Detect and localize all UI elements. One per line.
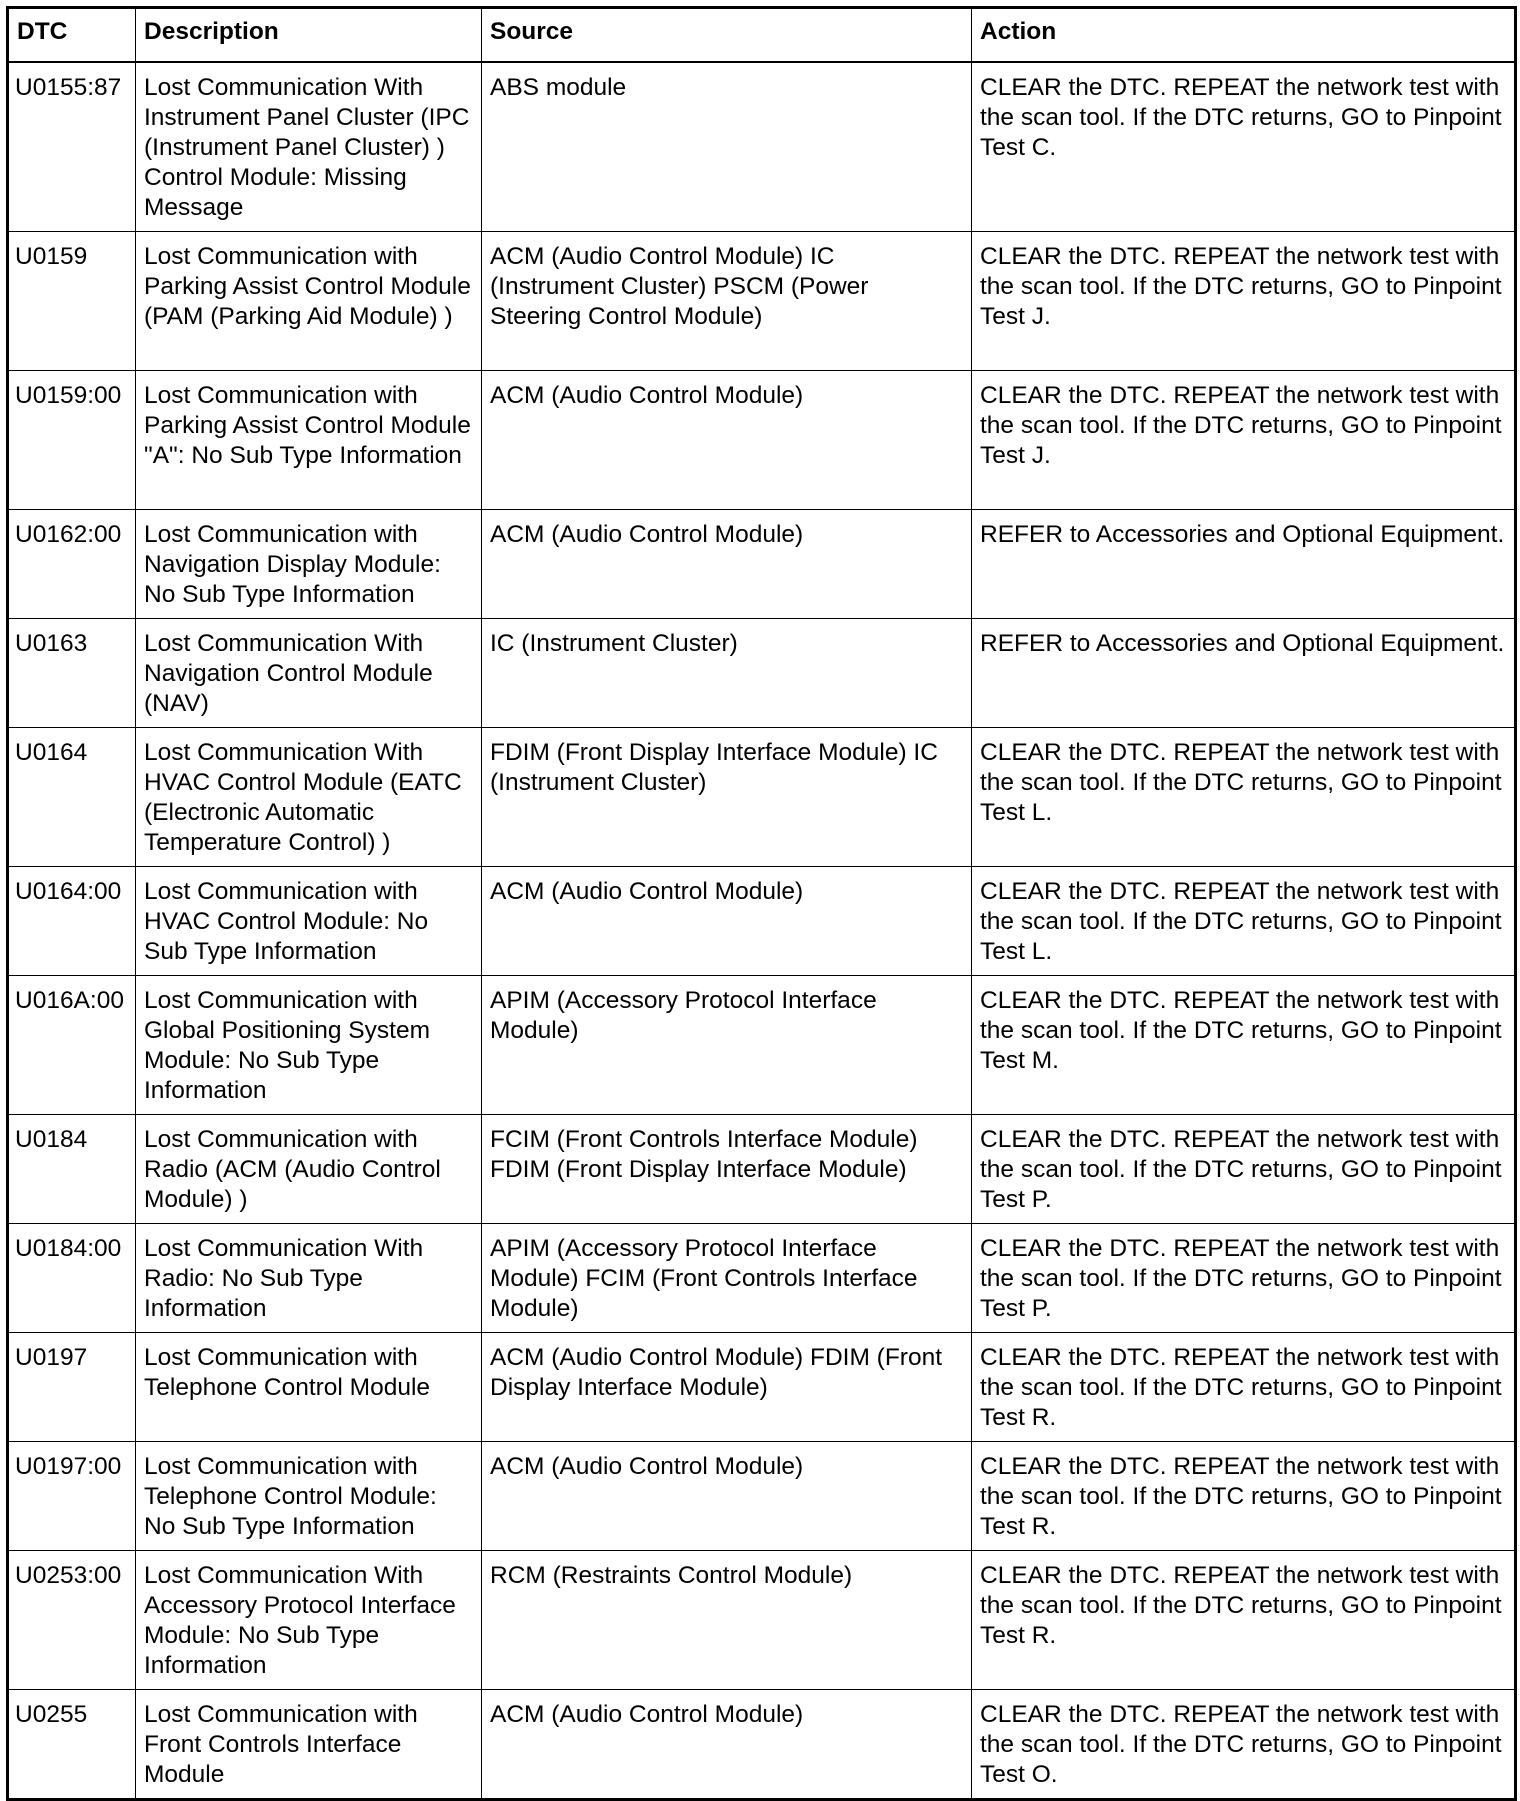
description-cell: Lost Communication with Telephone Control Module [136,1333,482,1442]
description-cell: Lost Communication with Front Controls Interface Module [136,1690,482,1800]
table-row [8,1442,1516,1551]
dtc-cell: U0159:00 [8,371,136,510]
dtc-cell: U0155:87 [8,62,136,232]
source-cell: ACM (Audio Control Module) FDIM (Front Display Interface Module) [482,1333,972,1442]
source-cell: APIM (Accessory Protocol Interface Module) [482,976,972,1115]
description-cell: Lost Communication with Parking Assist Control Module "A": No Sub Type Information [136,371,482,510]
dtc-table [6,6,1517,1801]
table-row [8,510,1516,619]
description-cell: Lost Communication with Global Positioning System Module: No Sub Type Information [136,976,482,1115]
table-row [8,867,1516,976]
header-description: Description [136,8,482,63]
description-cell: Lost Communication With Instrument Panel Cluster (IPC (Instrument Panel Cluster) ) Control Module: Missing Message [136,62,482,232]
table-row [8,976,1516,1115]
action-cell: CLEAR the DTC. REPEAT the network test with the scan tool. If the DTC returns, GO to Pinpoint Test J. [972,371,1516,510]
action-cell: CLEAR the DTC. REPEAT the network test with the scan tool. If the DTC returns, GO to Pinpoint Test O. [972,1690,1516,1800]
dtc-table-container [6,6,1514,1801]
source-cell: ACM (Audio Control Module) [482,1442,972,1551]
action-cell: CLEAR the DTC. REPEAT the network test with the scan tool. If the DTC returns, GO to Pinpoint Test P. [972,1115,1516,1224]
header-action: Action [972,8,1516,63]
description-cell: Lost Communication With Navigation Control Module (NAV) [136,619,482,728]
dtc-cell: U0184:00 [8,1224,136,1333]
action-cell: CLEAR the DTC. REPEAT the network test with the scan tool. If the DTC returns, GO to Pinpoint Test R. [972,1551,1516,1690]
source-cell: ACM (Audio Control Module) [482,1690,972,1800]
description-cell: Lost Communication With HVAC Control Module (EATC (Electronic Automatic Temperature Control) ) [136,728,482,867]
dtc-cell: U0164 [8,728,136,867]
action-cell: CLEAR the DTC. REPEAT the network test with the scan tool. If the DTC returns, GO to Pinpoint Test R. [972,1442,1516,1551]
dtc-cell: U0197 [8,1333,136,1442]
source-cell: ACM (Audio Control Module) IC (Instrument Cluster) PSCM (Power Steering Control Module) [482,232,972,371]
dtc-cell: U0164:00 [8,867,136,976]
description-cell: Lost Communication with Telephone Control Module: No Sub Type Information [136,1442,482,1551]
source-cell: FDIM (Front Display Interface Module) IC (Instrument Cluster) [482,728,972,867]
description-cell: Lost Communication with HVAC Control Module: No Sub Type Information [136,867,482,976]
description-cell: Lost Communication with Navigation Display Module: No Sub Type Information [136,510,482,619]
table-row [8,1690,1516,1800]
action-cell: CLEAR the DTC. REPEAT the network test with the scan tool. If the DTC returns, GO to Pinpoint Test J. [972,232,1516,371]
dtc-cell: U0197:00 [8,1442,136,1551]
source-cell: ACM (Audio Control Module) [482,371,972,510]
source-cell: ACM (Audio Control Module) [482,510,972,619]
action-cell: CLEAR the DTC. REPEAT the network test with the scan tool. If the DTC returns, GO to Pinpoint Test L. [972,728,1516,867]
header-source: Source [482,8,972,63]
dtc-cell: U0162:00 [8,510,136,619]
dtc-cell: U0163 [8,619,136,728]
dtc-cell: U0255 [8,1690,136,1800]
dtc-cell: U0184 [8,1115,136,1224]
source-cell: FCIM (Front Controls Interface Module) FDIM (Front Display Interface Module) [482,1115,972,1224]
action-cell: CLEAR the DTC. REPEAT the network test with the scan tool. If the DTC returns, GO to Pinpoint Test P. [972,1224,1516,1333]
dtc-cell: U0253:00 [8,1551,136,1690]
source-cell: APIM (Accessory Protocol Interface Module) FCIM (Front Controls Interface Module) [482,1224,972,1333]
dtc-cell: U016A:00 [8,976,136,1115]
description-cell: Lost Communication With Radio: No Sub Type Information [136,1224,482,1333]
table-row [8,1115,1516,1224]
table-row [8,1551,1516,1690]
action-cell: CLEAR the DTC. REPEAT the network test with the scan tool. If the DTC returns, GO to Pinpoint Test C. [972,62,1516,232]
source-cell: ABS module [482,62,972,232]
description-cell: Lost Communication with Radio (ACM (Audio Control Module) ) [136,1115,482,1224]
description-cell: Lost Communication with Parking Assist Control Module (PAM (Parking Aid Module) ) [136,232,482,371]
source-cell: IC (Instrument Cluster) [482,619,972,728]
source-cell: ACM (Audio Control Module) [482,867,972,976]
table-row [8,619,1516,728]
table-header-row [8,8,1516,63]
table-row [8,62,1516,232]
action-cell: CLEAR the DTC. REPEAT the network test with the scan tool. If the DTC returns, GO to Pinpoint Test R. [972,1333,1516,1442]
description-cell: Lost Communication With Accessory Protocol Interface Module: No Sub Type Information [136,1551,482,1690]
header-dtc: DTC [8,8,136,63]
dtc-cell: U0159 [8,232,136,371]
table-row [8,1224,1516,1333]
table-row [8,371,1516,510]
source-cell: RCM (Restraints Control Module) [482,1551,972,1690]
action-cell: REFER to Accessories and Optional Equipment. [972,510,1516,619]
action-cell: CLEAR the DTC. REPEAT the network test with the scan tool. If the DTC returns, GO to Pinpoint Test M. [972,976,1516,1115]
table-row [8,232,1516,371]
action-cell: CLEAR the DTC. REPEAT the network test with the scan tool. If the DTC returns, GO to Pinpoint Test L. [972,867,1516,976]
table-row [8,1333,1516,1442]
table-row [8,728,1516,867]
action-cell: REFER to Accessories and Optional Equipment. [972,619,1516,728]
